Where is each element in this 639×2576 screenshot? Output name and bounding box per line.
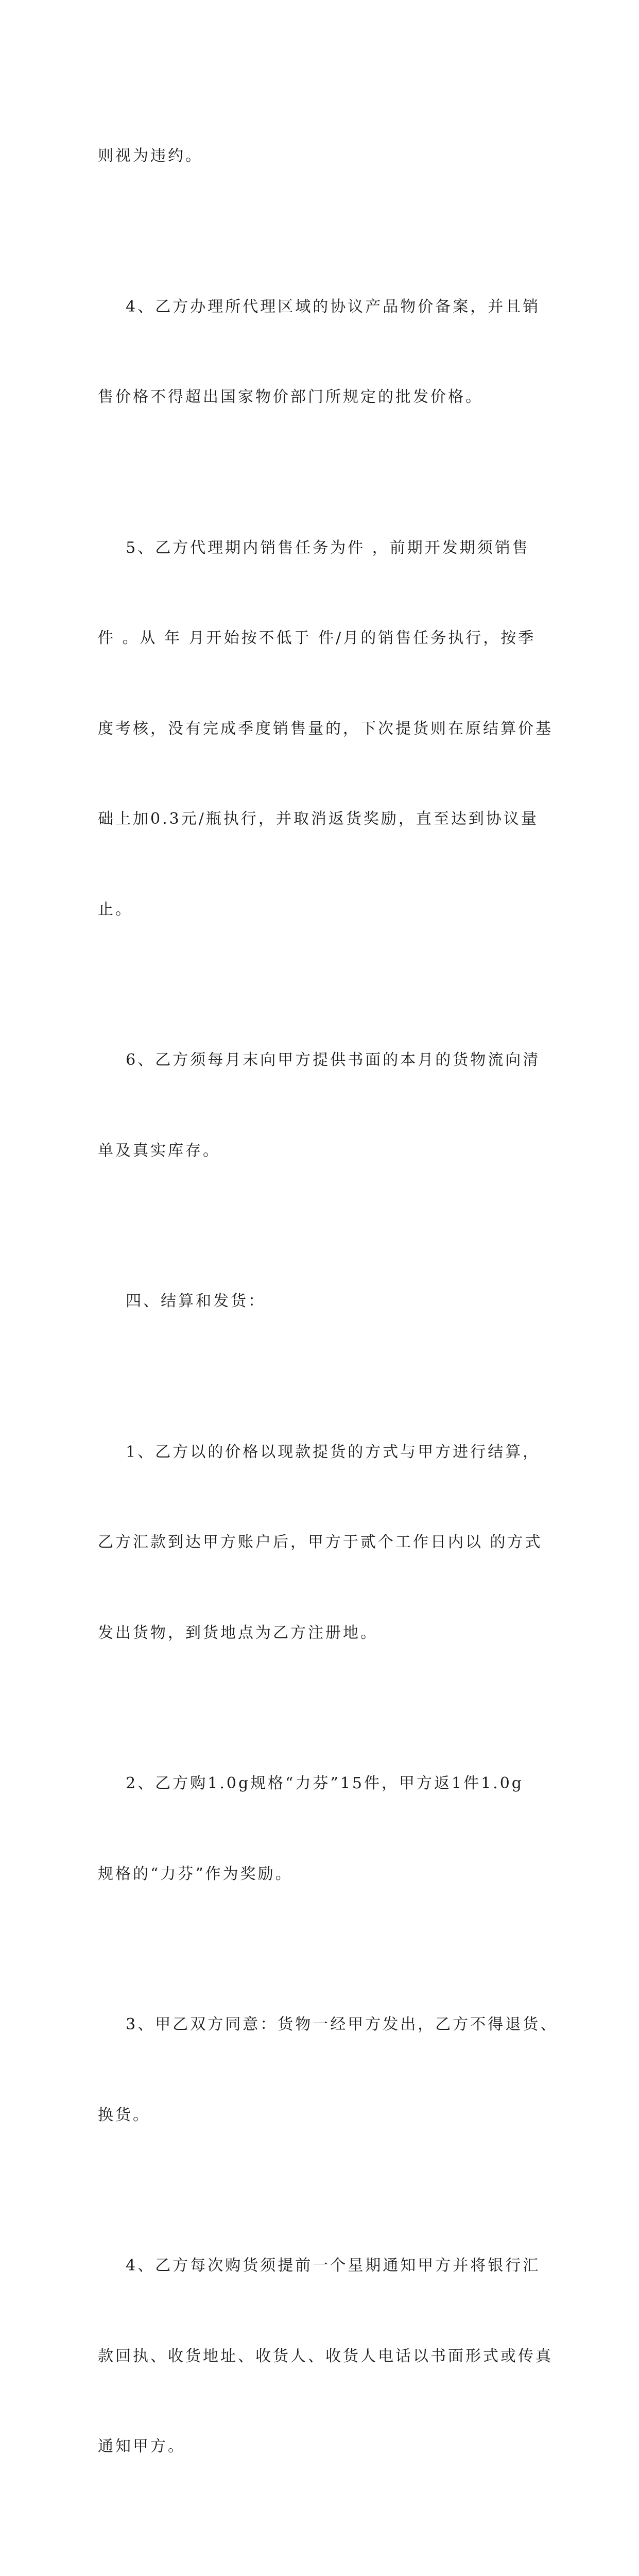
text-line: 通知甲方。	[98, 2432, 546, 2462]
paragraph-clause-4-1	[98, 1377, 546, 1709]
section-heading: 四、结算和发货：	[98, 1286, 546, 1317]
text-line: 款回执、收货地址、收货人、收货人电话以书面形式或传真	[98, 2342, 546, 2372]
text-line: 售价格不得超出国家物价部门所规定的批发价格。	[98, 382, 546, 413]
paragraph-clause-4-5	[98, 2522, 546, 2576]
text-line: 1、乙方以的价格以现款提货的方式与甲方进行结算，	[98, 1437, 546, 1468]
text-line: 乙方汇款到达甲方账户后，甲方于贰个工作日内以 的方式	[98, 1528, 546, 1558]
text-line: 4、乙方办理所代理区域的协议产品物价备案，并且销	[98, 292, 546, 323]
document-body	[98, 81, 546, 2576]
paragraph-clause-4-2	[98, 1708, 546, 1950]
paragraph-violation-end	[98, 81, 546, 232]
paragraph-clause-4-3	[98, 1950, 546, 2191]
paragraph-clause-3-5	[98, 473, 546, 986]
paragraph-clause-3-6	[98, 985, 546, 1226]
text-line: 5、乙方代理期内销售任务为件 ，前期开发期须销售	[98, 533, 546, 564]
text-line: 度考核，没有完成季度销售量的，下次提货则在原结算价基	[98, 714, 546, 744]
text-line: 发出货物，到货地点为乙方注册地。	[98, 1618, 546, 1649]
text-line: 规格的“力芬”作为奖励。	[98, 1859, 546, 1890]
text-line: 3、甲乙双方同意：货物一经甲方发出，乙方不得退货、	[98, 2010, 546, 2040]
text-line: 4、乙方每次购货须提前一个星期通知甲方并将银行汇	[98, 2251, 546, 2281]
text-line: 2、乙方购1.0g规格“力芬”15件，甲方返1件1.0g	[98, 1769, 546, 1799]
text-line: 件 。从 年 月开始按不低于 件/月的销售任务执行，按季	[98, 623, 546, 654]
section-heading-settlement	[98, 1226, 546, 1377]
text-line: 则视为违约。	[98, 141, 546, 172]
document-page	[0, 0, 639, 904]
paragraph-clause-3-4	[98, 232, 546, 473]
text-line: 础上加0.3元/瓶执行，并取消返货奖励，直至达到协议量	[98, 804, 546, 835]
paragraph-clause-4-4	[98, 2191, 546, 2522]
text-line: 单及真实库存。	[98, 1136, 546, 1166]
text-line: 换货。	[98, 2100, 546, 2131]
text-line: 止。	[98, 895, 546, 925]
text-line: 6、乙方须每月末向甲方提供书面的本月的货物流向清	[98, 1045, 546, 1076]
